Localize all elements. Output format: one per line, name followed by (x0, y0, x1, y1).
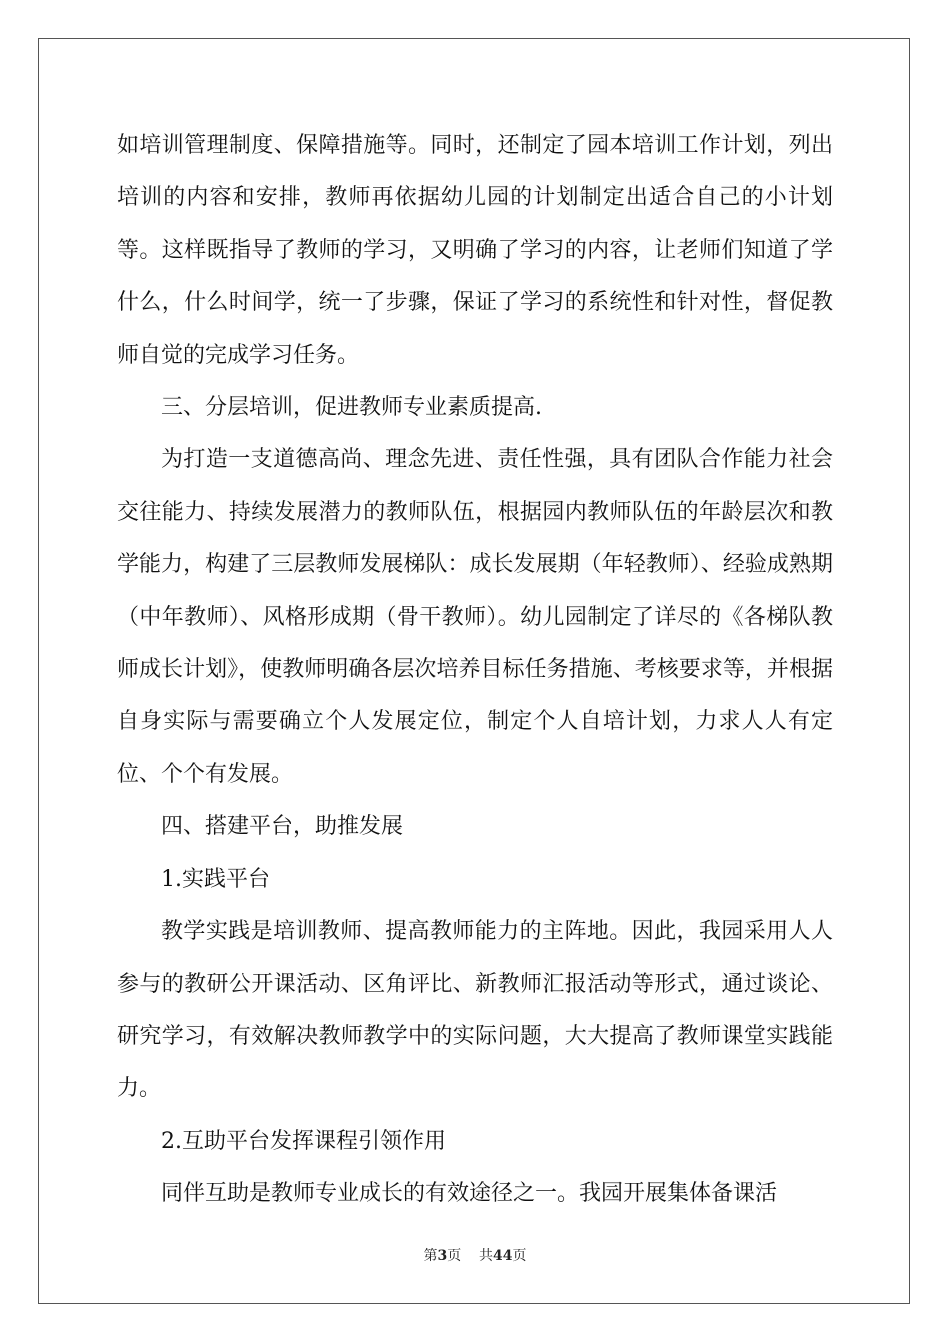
section-heading-3: 三、分层培训，促进教师专业素质提高. (161, 395, 542, 421)
paragraph-mutual-aid: 同伴互助是教师专业成长的有效途径之一。我园开展集体备课活 (161, 1181, 778, 1207)
section-heading-4: 四、搭建平台，助推发展 (161, 814, 404, 840)
total-suffix: 页 (512, 1248, 527, 1264)
page-prefix: 第 (423, 1248, 438, 1264)
subheading-mutual-aid-platform: 2.互助平台发挥课程引领作用 (161, 1128, 446, 1154)
total-prefix: 共 (479, 1248, 494, 1264)
subheading-practice-platform: 1.实践平台 (161, 866, 270, 892)
paragraph-practice: 教学实践是培训教师、提高教师能力的主阵地。因此，我园采用人人参与的教研公开课活动、区角评比、新教师汇报活动等形式，通过谈论、研究学习，有效解决教师教学中的实际问题，大大提高了教师课堂实践能力。 (117, 919, 833, 1102)
page-suffix: 页 (447, 1248, 462, 1264)
page-footer (0, 1245, 950, 1265)
document-body (117, 120, 833, 1221)
paragraph-1: 如培训管理制度、保障措施等。同时，还制定了园本培训工作计划，列出培训的内容和安排，教师再依据幼儿园的计划制定出适合自己的小计划等。这样既指导了教师的学习，又明确了学习的内容，让老师们知道了学什么，什么时间学，统一了步骤，保证了学习的系统性和针对性，督促教师自觉的完成学习任务。 (117, 133, 833, 368)
paragraph-3: 为打造一支道德高尚、理念先进、责任性强，具有团队合作能力社会交往能力、持续发展潜力的教师队伍，根据园内教师队伍的年龄层次和教学能力，构建了三层教师发展梯队：成长发展期（年轻教师）、经验成熟期（中年教师）、风格形成期（骨干教师）。幼儿园制定了详尽的《各梯队教师成长计划》，使教师明确各层次培养目标任务措施、考核要求等，并根据自身实际与需要确立个人发展定位，制定个人自培计划，力求人人有定位、个个有发展。 (117, 447, 833, 787)
page-number: 3 (437, 1248, 448, 1264)
total-pages: 44 (493, 1248, 513, 1264)
